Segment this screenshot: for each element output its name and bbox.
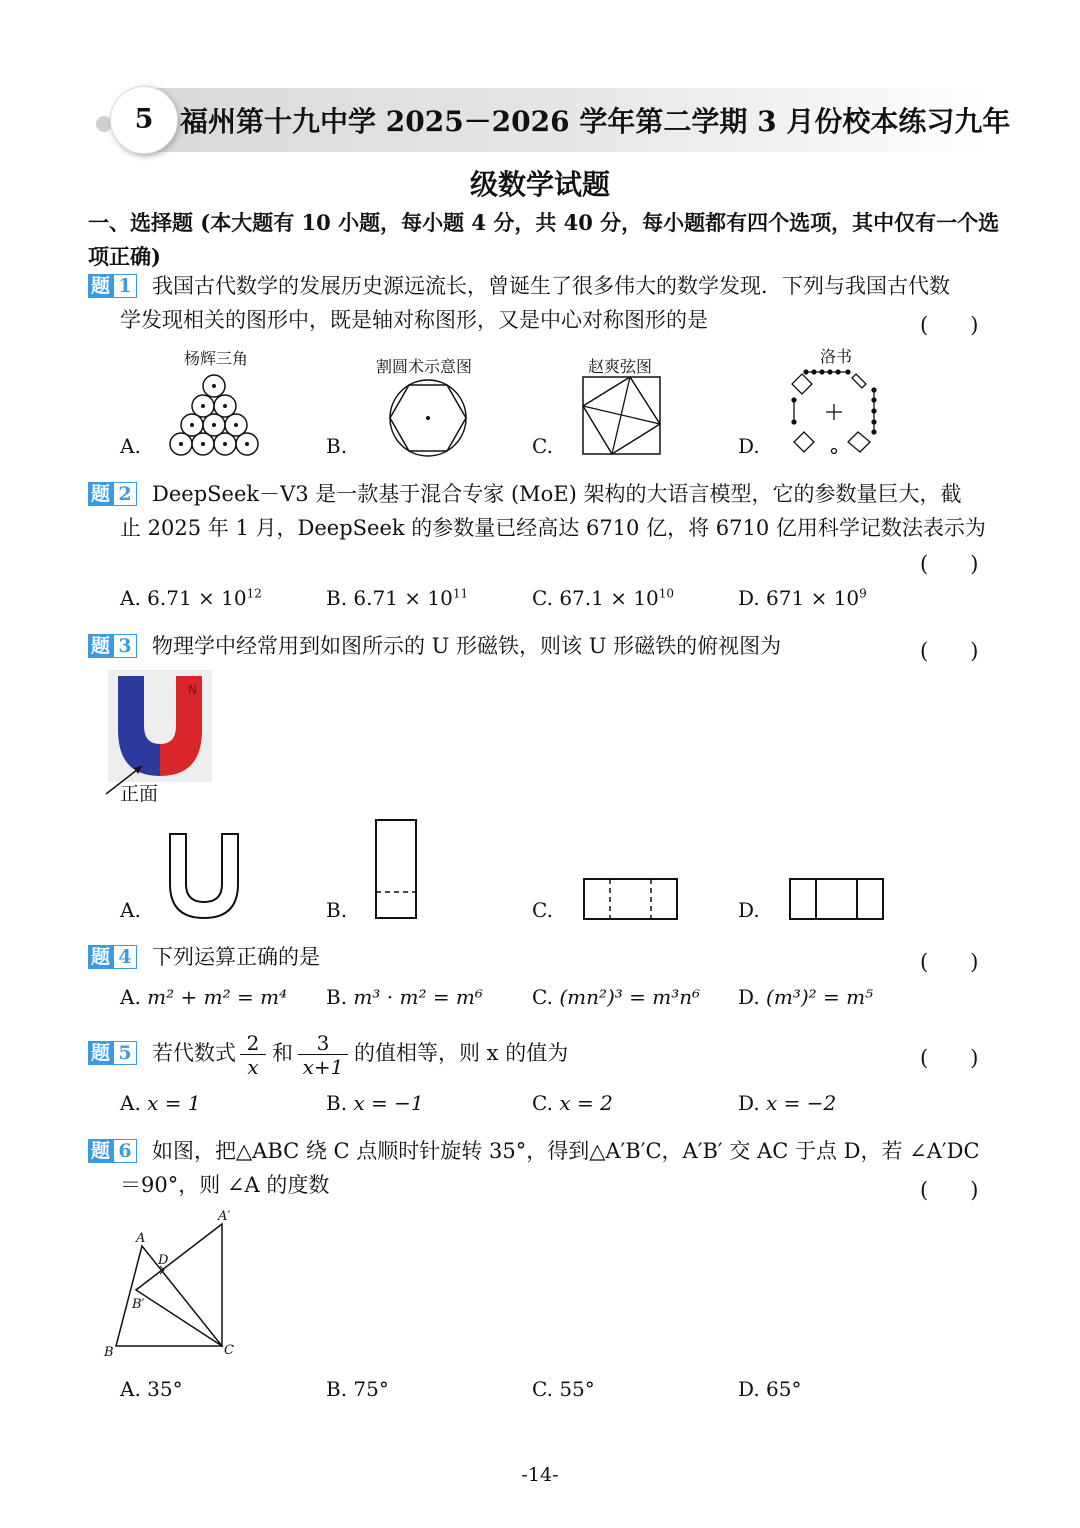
- fraction-2-denominator: x+1: [302, 1055, 344, 1079]
- fraction-2-numerator: 3: [298, 1032, 348, 1055]
- q1-option-b-caption: 割圆术示意图: [376, 357, 473, 376]
- option-letter: C.: [532, 985, 553, 1009]
- point-label-b: B: [104, 1345, 114, 1360]
- option-letter: A.: [120, 586, 141, 610]
- title-banner: [96, 86, 1011, 156]
- q2-option-b: [326, 586, 468, 610]
- q3-option-a-letter: A.: [120, 898, 141, 922]
- u-shape-top-view: [166, 830, 244, 922]
- q5-mid: 和: [272, 1041, 293, 1065]
- option-expression: x = 2: [559, 1091, 613, 1115]
- rotated-triangle-figure: [98, 1202, 248, 1362]
- option-value: 55°: [559, 1377, 595, 1401]
- q2-option-c: [532, 586, 674, 610]
- q2-line1: DeepSeek－V3 是一款基于混合专家 (MoE) 架构的大语言模型，它的参数量巨大，截: [152, 482, 962, 506]
- option-letter: B.: [326, 1091, 348, 1115]
- option-letter: B.: [326, 586, 348, 610]
- option-letter: C.: [532, 1377, 553, 1401]
- badge-key: 题: [88, 274, 113, 298]
- answer-paren: ( ): [920, 950, 979, 974]
- q1-line1: 我国古代数学的发展历史源远流长，曾诞生了很多伟大的数学发现．下列与我国古代数: [152, 274, 950, 298]
- problem-set-number: 5: [110, 86, 178, 154]
- badge-number: 2: [113, 482, 137, 506]
- fraction-1-numerator: 2: [240, 1032, 266, 1055]
- front-label: 正面: [120, 783, 159, 805]
- q4-line1: 下列运算正确的是: [152, 945, 320, 969]
- option-letter: D.: [738, 1377, 760, 1401]
- q2-option-a: [120, 586, 262, 610]
- option-letter: A.: [120, 1091, 141, 1115]
- option-base: 67.1 × 10: [559, 586, 659, 610]
- q2-option-d: [738, 586, 867, 610]
- zhaoshuang-figure: [582, 376, 662, 456]
- option-expression: x = −1: [353, 1091, 424, 1115]
- yanghui-triangle-figure: [166, 370, 266, 460]
- wide-rect-solid-view: [788, 877, 886, 923]
- q5-option-b: [326, 1091, 424, 1115]
- circle-cutting-figure: [386, 378, 470, 458]
- magnet-pole-label: N: [188, 683, 197, 697]
- q6-option-a: [120, 1377, 183, 1401]
- option-base: 6.71 × 10: [353, 586, 453, 610]
- q1-option-a-caption: 杨辉三角: [184, 349, 249, 368]
- q4-option-a: [120, 985, 287, 1009]
- badge-number: 5: [113, 1041, 137, 1065]
- option-exponent: 11: [452, 586, 469, 601]
- q5-post: 的值相等，则 x 的值为: [354, 1041, 569, 1065]
- section-heading-line2: 项正确): [88, 244, 161, 269]
- q5-pre: 若代数式: [152, 1041, 236, 1065]
- option-letter: B.: [326, 985, 348, 1009]
- option-exponent: 10: [658, 586, 675, 601]
- question-badge-3: [88, 634, 137, 658]
- q1-option-a-letter: A.: [120, 434, 141, 458]
- answer-paren: ( ): [920, 1178, 979, 1202]
- option-exponent: 12: [246, 586, 262, 601]
- q5-option-c: [532, 1091, 613, 1115]
- q3-option-b-letter: B.: [326, 898, 348, 922]
- q4-option-b: [326, 985, 483, 1009]
- point-label-d: D: [158, 1253, 169, 1268]
- page-number: -14-: [521, 1464, 559, 1486]
- answer-paren: ( ): [920, 639, 979, 663]
- q1-option-b-letter: B.: [326, 434, 348, 458]
- option-value: 35°: [147, 1377, 183, 1401]
- section-heading-line1: 一、选择题 (本大题有 10 小题，每小题 4 分，共 40 分，每小题都有四个选项，其中仅有一个选: [88, 210, 1000, 235]
- badge-key: 题: [88, 634, 113, 658]
- point-label-b-prime: B′: [132, 1297, 145, 1312]
- section-heading: [88, 206, 1000, 274]
- option-letter: D.: [738, 985, 760, 1009]
- q6-line2: ＝90°，则 ∠A 的度数: [120, 1173, 330, 1197]
- q3-line1: 物理学中经常用到如图所示的 U 形磁铁，则该 U 形磁铁的俯视图为: [152, 634, 782, 658]
- badge-key: 题: [88, 1041, 113, 1065]
- option-base: 671 × 10: [766, 586, 860, 610]
- q6-option-b: [326, 1377, 389, 1401]
- question-badge-5: [88, 1041, 137, 1065]
- badge-number: 1: [113, 274, 137, 298]
- option-letter: D.: [738, 1091, 760, 1115]
- fraction-2: [298, 1032, 348, 1079]
- page-title-continued: 级数学试题: [469, 168, 610, 201]
- option-expression: (m³)² = m⁵: [766, 985, 874, 1009]
- tall-rect-view: [374, 818, 420, 922]
- q5-option-d: [738, 1091, 836, 1115]
- badge-number: 4: [113, 945, 137, 969]
- option-expression: x = −2: [766, 1091, 837, 1115]
- q1-line2: 学发现相关的图形中，既是轴对称图形，又是中心对称图形的是: [120, 308, 708, 332]
- point-label-a-prime: A′: [218, 1209, 231, 1224]
- option-expression: m² + m² = m⁴: [147, 985, 288, 1009]
- badge-key: 题: [88, 1139, 113, 1163]
- option-letter: C.: [532, 586, 553, 610]
- option-value: 65°: [766, 1377, 802, 1401]
- answer-paren: ( ): [920, 552, 979, 576]
- option-exponent: 9: [859, 586, 867, 601]
- option-base: 6.71 × 10: [147, 586, 247, 610]
- option-expression: x = 1: [147, 1091, 201, 1115]
- q2-line2: 止 2025 年 1 月，DeepSeek 的参数量已经高达 6710 亿，将 6710 亿用科学记数法表示为: [120, 516, 986, 540]
- answer-paren: ( ): [920, 1046, 979, 1070]
- q1-option-c-caption: 赵爽弦图: [588, 357, 653, 376]
- q4-option-d: [738, 985, 873, 1009]
- point-label-a: A: [136, 1231, 146, 1246]
- option-letter: B.: [326, 1377, 348, 1401]
- q5-option-a: [120, 1091, 201, 1115]
- badge-key: 题: [88, 945, 113, 969]
- question-badge-1: [88, 274, 137, 298]
- question-badge-4: [88, 945, 137, 969]
- option-expression: (mn²)³ = m³n⁶: [559, 985, 701, 1009]
- option-expression: m³ · m² = m⁶: [353, 985, 483, 1009]
- q3-option-d-letter: D.: [738, 898, 760, 922]
- q1-option-d-caption: 洛书: [820, 347, 853, 366]
- answer-paren: ( ): [920, 313, 979, 337]
- q3-option-c-letter: C.: [532, 898, 553, 922]
- fraction-1-denominator: x: [247, 1055, 259, 1079]
- option-value: 75°: [353, 1377, 389, 1401]
- q1-option-d-letter: D.: [738, 434, 760, 458]
- question-badge-2: [88, 482, 137, 506]
- fraction-1: [240, 1032, 266, 1079]
- q1-option-c-letter: C.: [532, 434, 553, 458]
- page-title: 福州第十九中学 2025－2026 学年第二学期 3 月份校本练习九年: [180, 105, 1011, 138]
- badge-key: 题: [88, 482, 113, 506]
- q4-option-c: [532, 985, 700, 1009]
- luoshu-figure: [786, 366, 882, 458]
- option-letter: D.: [738, 586, 760, 610]
- q6-option-c: [532, 1377, 595, 1401]
- point-label-c: C: [224, 1343, 234, 1358]
- badge-number: 3: [113, 634, 137, 658]
- wide-rect-dashed-view: [582, 877, 680, 923]
- question-badge-6: [88, 1139, 137, 1163]
- option-letter: A.: [120, 985, 141, 1009]
- option-letter: A.: [120, 1377, 141, 1401]
- q6-option-d: [738, 1377, 802, 1401]
- option-letter: C.: [532, 1091, 553, 1115]
- badge-number: 6: [113, 1139, 137, 1163]
- q6-line1: 如图，把△ABC 绕 C 点顺时针旋转 35°，得到△A′B′C，A′B′ 交 AC 于点 D，若 ∠A′DC: [152, 1139, 980, 1163]
